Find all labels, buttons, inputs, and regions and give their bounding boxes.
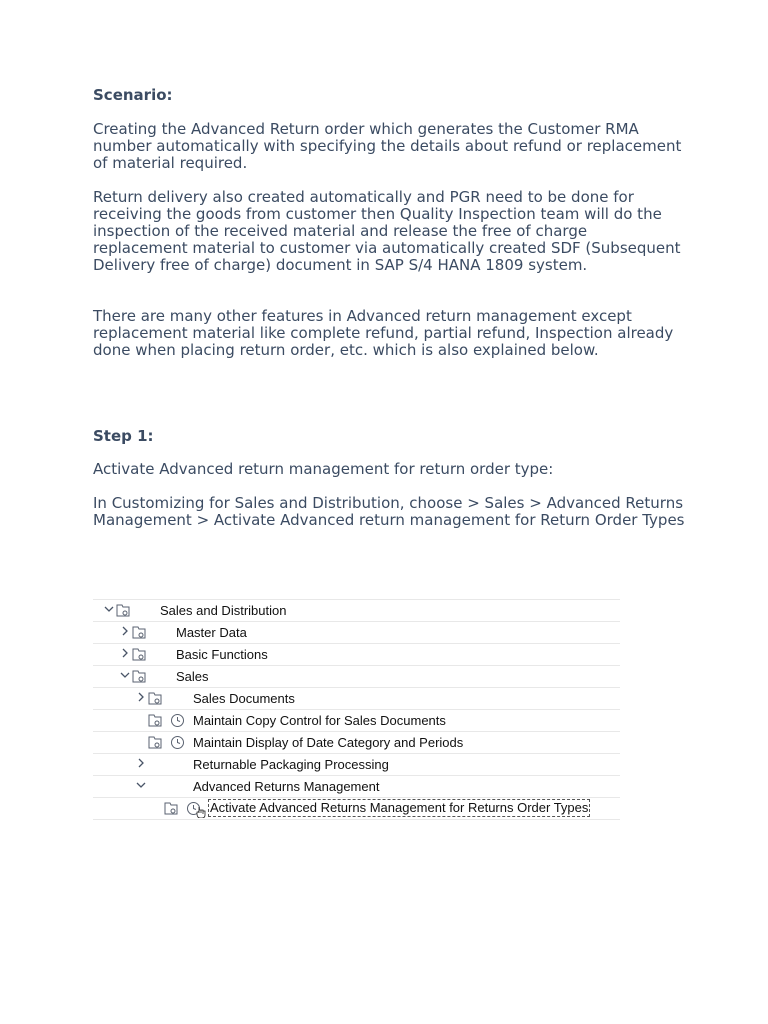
clock-icon[interactable] [170,735,185,750]
folder-icon [147,712,163,728]
chevron-right-icon[interactable] [119,646,131,660]
folder-icon [131,668,147,684]
tree-item-label: Sales and Distribution [160,603,287,618]
scenario-heading: Scenario: [93,86,173,104]
scenario-paragraph-1: Creating the Advanced Return order which generates the Customer RMA number automatically with specifying the details about refund or replacement of material required. [93,120,682,172]
chevron-right-icon[interactable] [135,690,147,704]
tree-row-maintain-display-date-category[interactable] [93,731,620,753]
tree-item-label: Maintain Copy Control for Sales Documents [193,713,446,728]
folder-icon [163,800,179,816]
chevron-right-icon[interactable] [135,756,147,770]
scenario-paragraph-2: Return delivery also created automatically and PGR need to be done for receiving the goods from customer then Quality Inspection team will do the inspection of the received material and release the free of charge replacement material to customer via automatically created SDF (Subsequent Delivery free of charge) document in SAP S/4 HANA 1809 system. [93,188,681,274]
tree-row-sales-documents[interactable] [93,687,620,709]
tree-item-label-selected: Activate Advanced Returns Management for Returns Order Types [210,800,589,815]
folder-icon [131,624,147,640]
step1-heading: Step 1: [93,427,154,445]
tree-row-sales[interactable] [93,665,620,687]
folder-icon [115,602,131,618]
step1-paragraph-2: In Customizing for Sales and Distribution, choose > Sales > Advanced Returns Management > Activate Advanced return management for Return Order Types [93,494,685,529]
tree-item-label: Basic Functions [176,647,268,662]
tree-row-activate-advanced-returns[interactable] [93,797,620,820]
tree-row-returnable-packaging[interactable] [93,753,620,775]
clock-icon[interactable] [170,713,185,728]
customizing-tree [93,599,620,820]
folder-icon [131,646,147,662]
tree-item-label: Returnable Packaging Processing [193,757,389,772]
tree-row-master-data[interactable] [93,621,620,643]
tree-item-label: Advanced Returns Management [193,779,380,794]
tree-row-basic-functions[interactable] [93,643,620,665]
chevron-down-icon[interactable] [103,602,115,616]
tree-row-sales-and-distribution[interactable] [93,599,620,621]
step1-paragraph-1: Activate Advanced return management for return order type: [93,460,554,478]
tree-row-maintain-copy-control[interactable] [93,709,620,731]
folder-icon [147,690,163,706]
tree-item-label: Sales [176,669,209,684]
chevron-down-icon[interactable] [119,668,131,682]
tree-row-advanced-returns-management[interactable] [93,775,620,797]
tree-item-label: Maintain Display of Date Category and Periods [193,735,464,750]
chevron-down-icon[interactable] [135,778,147,792]
hand-cursor-icon [196,806,206,818]
chevron-right-icon[interactable] [119,624,131,638]
scenario-paragraph-3: There are many other features in Advanced return management except replacement material like complete refund, partial refund, Inspection already done when placing return order, etc. which is also explained below. [93,307,674,359]
tree-item-label: Sales Documents [193,691,295,706]
tree-item-label: Master Data [176,625,247,640]
folder-icon [147,734,163,750]
